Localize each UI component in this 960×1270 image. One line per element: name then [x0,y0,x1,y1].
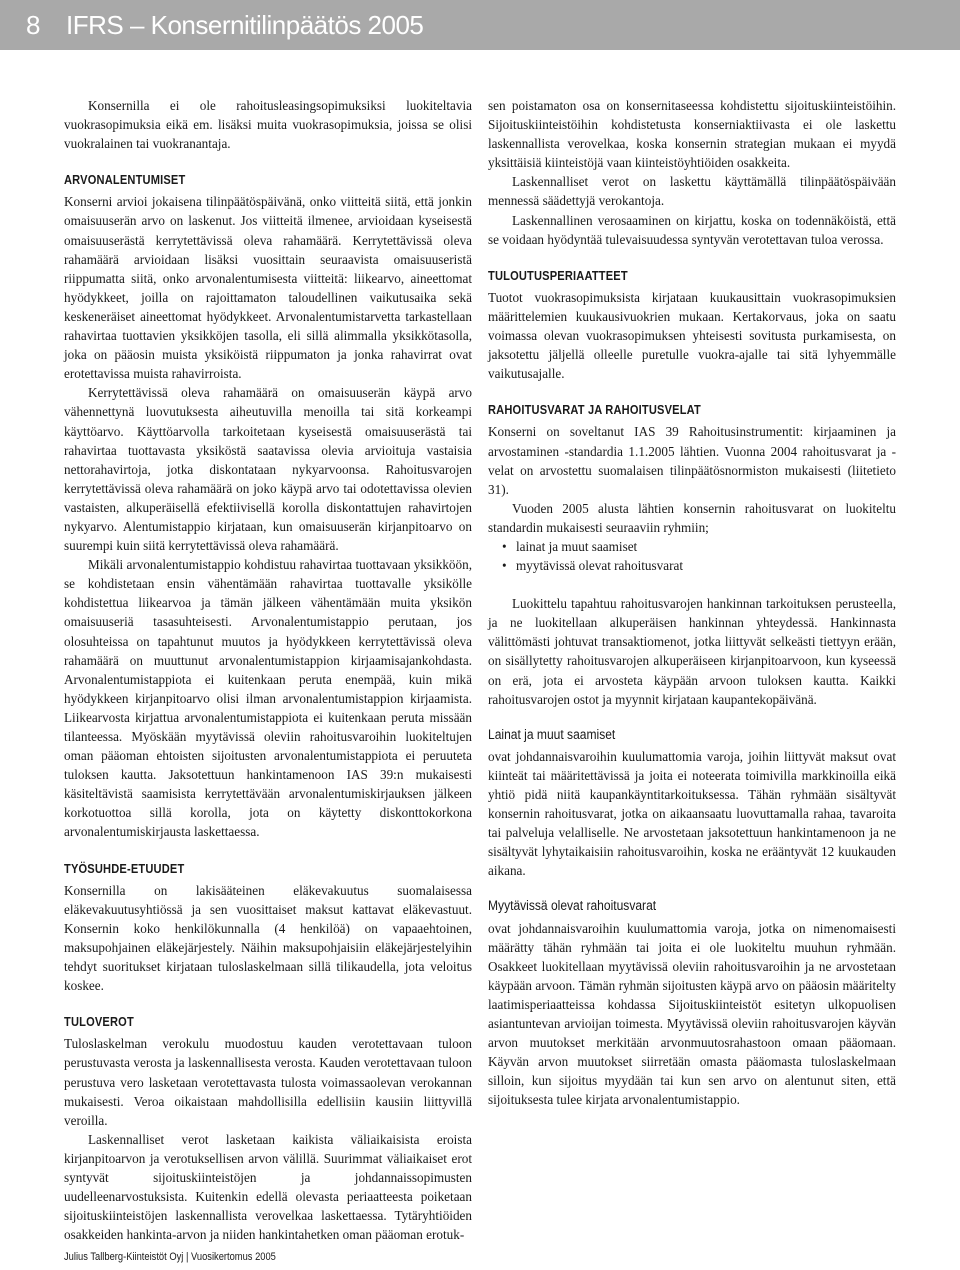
page-footer: Julius Tallberg-Kiinteistöt Oyj | Vuosikertomus 2005 [64,1251,276,1263]
paragraph-arvonalentumiset-2: Kerrytettävissä oleva rahamäärä on omaisuuserän käypä arvo vähennettynä luovutuksesta aiheutuvilla menoilla tai sitä korkeampi käyttöarvo. Käyttöarvolla tarkoitetaan kyseisestä omaisuuserästä tai rahavirtaa tuottavasta yksiköstä saatavissa olevia arvioituja vastaisia nettorahavirtoja, jotka diskontataan nykyarvoonsa. Rahoitusvarojen kerrytettävissä oleva rahamäärä on joko käypä arvo tai odotettavissa olevien vastaisten, alkuperäisellä efektiivisellä korolla diskontattujen rahavirtojen nykyarvo. Alentumistappio kirjataan, kun omaisuuserän kirjanpitoarvo on suurempi kuin siitä kerrytettävissä oleva rahamäärä. [64,385,472,554]
paragraph-arvonalentumiset-3: Mikäli arvonalentumistappio kohdistuu rahavirtaa tuottavaan yksikköön, se kohdistetaan ensin vähentämään rahavirtaa tuottavalle yksikölle kohdistettua liikearvoa ja tämän jälkeen vähentämään muita yksikön omaisuuseriä tasasuhteisesti. Arvonalentumistappio perutaan, jos olosuhteissa on tapahtunut muutos ja hyödykkeen kerrytettävissä oleva rahamäärä on muuttunut arvonalentumistappion kirjaamisajankohdasta. Arvonalentumistappiota ei kuitenkaan peruta enempää, kuin mikä hyödykkeen kirjanpitoarvo olisi ilman arvonalentumistappion kirjaamista. Liikearvosta kirjattua arvonalentumistappiota ei kuitenkaan peruta missään tilanteessa. Myöskään myytävissä oleviin rahoitusvaroihin luokiteltujen oman pääoman ehtoisten sijoitusten arvonalentumistappiota ei peruuteta tuloksen kautta. Jaksotettuun hankintamenoon IAS 39:n mukaisesti käsiteltävistä saamisista kerrytettävään arvonalentumiskirjauksen jälkeen korkotuottoa sillä korolla, jota on käytetty diskonttokorkona arvonalentumiskirjausta laskettaessa. [64,557,472,840]
paragraph-continuation: sen poistamaton osa on konsernitaseessa kohdistettu sijoituskiinteistöihin. Sijoituskiinteistöihin kohdistetusta konserniaktiivasta ei ole laskettu laskennallista verovelkaa, koska konsernin strategian mukaan ei myydä yksittäisiä kiinteistöjä vaan kiinteistöyhtiöiden osakkeita. [488,98,896,171]
left-column [64,96,472,1244]
paragraph-tyosuhde-etuudet: Konsernilla on lakisääteinen eläkevakuutus suomalaisessa eläkevakuutusyhtiössä ja sen vuosittaiset maksut kattavat eläkevastuut. Konsernin koko henkilökunnalla (4 henkilöä) on vapaaehtoinen, maksupohjainen eläkejärjestely. Näihin maksupohjaisiin eläkejärjestelyihin tehdyt suoritukset kirjataan tuloslaskelmaan sillä tilikaudella, jota veloitus koskee. [64,882,472,994]
heading-tuloverot: TULOVEROT [64,1015,134,1030]
paragraph-tuloutusperiaatteet: Tuotot vuokrasopimuksista kirjataan kuukausittain vuokrasopimuksien määrittelemien kuukausivuokrien mukaan. Kertakorvaus, joka on saatu voimassa olevan vuokrasopimuksen yhteisesti sovitusta purkamisesta, on jaksotettu jäljellä olleelle puretulle vuokra-ajalle tai sitä lyhyemmälle vaikutusajalle. [488,289,896,382]
paragraph-arvonalentumiset-1: Konserni arvioi jokaisena tilinpäätöspäivänä, onko viitteitä siitä, että jonkin omaisuuserän arvo on laskenut. Jos viitteitä ilmenee, arvioidaan kyseisestä omaisuuserästä kerrytettävissä oleva rahamäärä. Kerrytettävissä oleva rahamäärä arvioidaan lisäksi vuosittain seuraavista omaisuuseristä riippumatta siitä, onko arvonalentumisesta viitteitä: liikearvo, aineettomat hyödykkeet, joilla on rajoittamaton taloudellinen vaikutusaika sekä keskeneräiset aineettomat hyödykkeet. Arvonalentumistarvetta tarkastellaan rahavirtaa tuottavien yksikköjen tasolla, eli sillä alimmalla yksikkötasolla, joka on pääosin muista yksiköistä riippumaton ja jonka rahavirrat ovat erotettavissa muista rahavirroista. [64,194,472,382]
heading-tuloutusperiaatteet: TULOUTUSPERIAATTEET [488,268,628,283]
category-list [488,537,896,575]
page-title: IFRS – Konsernitilinpäätös 2005 [66,9,424,40]
paragraph-tuloverot-2: Laskennalliset verot lasketaan kaikista väliaikaisista eroista kirjanpitoarvon ja verotuksellisen arvon välillä. Suurimmat väliaikaiset erot syntyvät sijoituskiinteistöjen ja johdannaissopimusten uudelleenarvostuksista. Kuitenkin edellä olevasta periaatteesta poiketaan sijoituskiinteistöjen laskennallista verovelkaa laskettaessa. Tytäryhtiöiden osakkeiden hankinta-arvon ja niiden hankintahetken oman pääoman erotuk- [64,1131,472,1243]
page-number: 8 [26,9,41,40]
paragraph-leasing: Konsernilla ei ole rahoitusleasingsopimuksiksi luokiteltavia vuokrasopimuksia eikä em. lisäksi muita vuokrasopimuksia, joissa se olisi vuokralainen tai vuokranantaja. [64,98,472,152]
paragraph-luokittelu: Luokittelu tapahtuu rahoitusvarojen hankinnan tarkoituksen perusteella, ja ne luokitellaan alkuperäisen hankinnan yhteydessä. Hankinnasta välittömästi johtuvat transaktiomenot, jotka liittyvät selkeästi tiettyyn erään, on sisällytetty rahoitusvarojen alkuperäiseen kirjanpitoarvoon, kun kyseessä on erä, jota ei arvosteta käypään arvoon tuloksen kautta. Kaikki rahoitusvarojen ostot ja myynnit kirjataan kaupantekopäivänä. [488,596,896,707]
subheading-lainat: Lainat ja muut saamiset [488,726,616,742]
heading-rahoitusvarat: RAHOITUSVARAT JA RAHOITUSVELAT [488,403,701,418]
right-column [488,96,896,1110]
paragraph-tuloverot-1: Tuloslaskelman verokulu muodostuu kauden verotettavaan tuloon perustuvasta verosta ja laskennallisesta verosta. Kauden verotettavaan tuloon perustuva vero lasketaan verotettavasta tulosta voimassaolevan verokannan mukaisesti. Veroa oikaistaan mahdollisilla edellisiin kausiin liittyvillä veroilla. [64,1036,472,1128]
heading-arvonalentumiset: ARVONALENTUMISET [64,173,186,188]
list-item: • lainat ja muut saamiset [502,537,896,556]
spacer [488,575,896,594]
paragraph-lainat: ovat johdannaisvaroihin kuulumattomia varoja, joihin liittyvät maksut ovat kiinteät tai määritettävissä ja joita ei noteerata toimivilla markkinoilla eikä yhtiö pidä niitä kaupankäyntitarkoituksessa. Tähän ryhmään sisältyvät konsernin rahoitusvarat, jotka on aikaansaatu luovuttamalla rahaa, tavaroita tai palveluja velalliselle. Ne arvostetaan jaksotettuun hankintamenoon ja ne sisältyvät lyhytaikaisiin rahoitusvaroihin, koska ne erääntyvät 12 kuukauden aikana. [488,748,896,879]
subheading-myytavissa: Myytävissä olevat rahoitusvarat [488,898,657,914]
paragraph-rahoitusvarat-1: Konserni on soveltanut IAS 39 Rahoitusinstrumentit: kirjaaminen ja arvostaminen -standardia 1.1.2005 lähtien. Vuonna 2004 rahoitusvarat ja -velat on arvostettu suomalaisen tilinpäätösnormiston mukaisesti (liitetieto 31). [488,424,896,497]
paragraph-myytavissa: ovat johdannaisvaroihin kuulumattomia varoja, jotka on nimenomaisesti määrätty tähän ryhmään tai joita ei ole luokiteltu muuhun ryhmään. Osakkeet luokitellaan myytävissä oleviin rahoitusvaroihin ja ne arvostetaan käypään arvoon. Tämän ryhmän sijoitusten käypä arvo on pääosin määritelty laatimisperiaatteissa kohdassa Sijoituskiinteistöt esitetyn ulkopuolisen asiantuntevan arvioijan toimesta. Myytävissä oleviin rahoitusvarojen käyvän arvon muutokset merkitään arvonmuutosrahastoon omaan pääomaan. Käyvän arvon muutokset siirretään omasta pääomasta tuloslaskelmaan silloin, kun sijoitus myydään tai kun sen arvo on alentunut siten, että sijoituksesta tulee kirjata arvonalentumistappio. [488,920,896,1108]
heading-tyosuhde-etuudet: TYÖSUHDE-ETUUDET [64,861,185,876]
list-item: • myytävissä olevat rahoitusvarat [502,556,896,575]
paragraph-rahoitusvarat-2: Vuoden 2005 alusta lähtien konsernin rahoitusvarat on luokiteltu standardin mukaisesti seuraaviin ryhmiin; [488,500,896,535]
paragraph-laskennalliset-1: Laskennalliset verot on laskettu käyttämällä tilinpäätöspäivään mennessä säädettyjä verokantoja. [488,174,896,209]
paragraph-laskennalliset-2: Laskennallinen verosaaminen on kirjattu, koska on todennäköistä, että se voidaan hyödyntää tulevaisuudessa syntyvän verotettavan tuloa verossa. [488,212,896,247]
page-header [0,0,960,50]
